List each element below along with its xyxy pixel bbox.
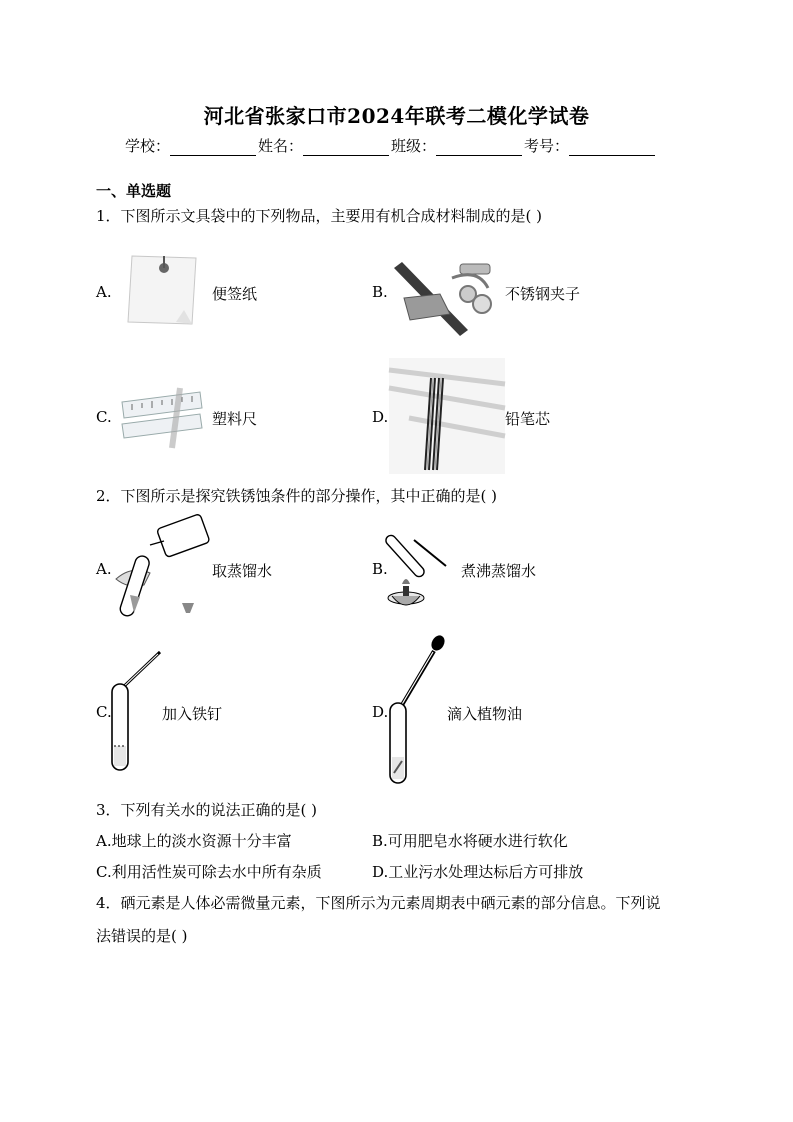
section-heading: 一、单选题: [96, 182, 172, 200]
q1-option-b-caption: 不锈钢夹子: [505, 285, 581, 303]
q2-option-d-letter[interactable]: D.: [372, 703, 389, 721]
q3-option-c[interactable]: C.利用活性炭可除去水中所有杂质: [96, 863, 322, 881]
number-field: [524, 135, 657, 156]
q2-option-b-caption: 煮沸蒸馏水: [461, 562, 537, 580]
student-info-line: [125, 135, 657, 156]
q1-option-d-letter[interactable]: D.: [372, 408, 389, 426]
q2-option-c-letter[interactable]: C.: [96, 703, 112, 721]
exam-title: 河北省张家口市2024年联考二模化学试卷: [203, 104, 590, 128]
q2-option-d-caption: 滴入植物油: [447, 705, 523, 723]
question-1-stem: 1．下图所示文具袋中的下列物品，主要用有机合成材料制成的是( ): [96, 207, 543, 225]
name-label: 姓名：: [258, 137, 304, 155]
pencil-lead-icon: [389, 358, 505, 474]
school-field: [125, 135, 258, 156]
school-blank[interactable]: [170, 140, 256, 156]
question-4-stem-line-1: 4．硒元素是人体必需微量元素，下图所示为元素周期表中硒元素的部分信息。下列说: [96, 894, 661, 912]
number-blank[interactable]: [569, 140, 655, 156]
name-field: [258, 135, 391, 156]
q3-option-a[interactable]: A.地球上的淡水资源十分丰富: [96, 832, 292, 850]
dropper-icon: [386, 633, 448, 787]
class-blank[interactable]: [436, 140, 522, 156]
q1-option-c-caption: 塑料尺: [212, 410, 258, 428]
school-label: 学校：: [125, 137, 171, 155]
q1-option-c-letter[interactable]: C.: [96, 408, 112, 426]
number-label: 考号：: [524, 137, 570, 155]
question-2-stem: 2．下图所示是探究铁锈蚀条件的部分操作，其中正确的是( ): [96, 487, 498, 505]
q3-option-b[interactable]: B.可用肥皂水将硬水进行软化: [372, 832, 568, 850]
q2-option-c-caption: 加入铁钉: [162, 705, 223, 723]
heat-tube-icon: [384, 526, 464, 612]
pour-water-icon: [110, 515, 210, 621]
question-4-stem-line-2: 法错误的是( ): [96, 927, 188, 945]
q1-option-a-letter[interactable]: A.: [96, 283, 112, 301]
sticky-note-icon: [124, 252, 202, 330]
class-field: [391, 135, 524, 156]
class-label: 班级：: [391, 137, 437, 155]
binder-clip-icon: [390, 258, 502, 340]
q3-option-d[interactable]: D.工业污水处理达标后方可排放: [372, 863, 584, 881]
q1-option-d-caption: 铅笔芯: [505, 410, 551, 428]
q2-option-a-letter[interactable]: A.: [96, 560, 112, 578]
name-blank[interactable]: [303, 140, 389, 156]
q2-option-a-caption: 取蒸馏水: [212, 562, 273, 580]
add-nail-icon: [108, 646, 166, 774]
question-3-stem: 3．下列有关水的说法正确的是( ): [96, 801, 318, 819]
q2-option-b-letter[interactable]: B.: [372, 560, 388, 578]
ruler-icon: [122, 388, 202, 450]
q1-option-b-letter[interactable]: B.: [372, 283, 388, 301]
q1-option-a-caption: 便签纸: [212, 285, 258, 303]
